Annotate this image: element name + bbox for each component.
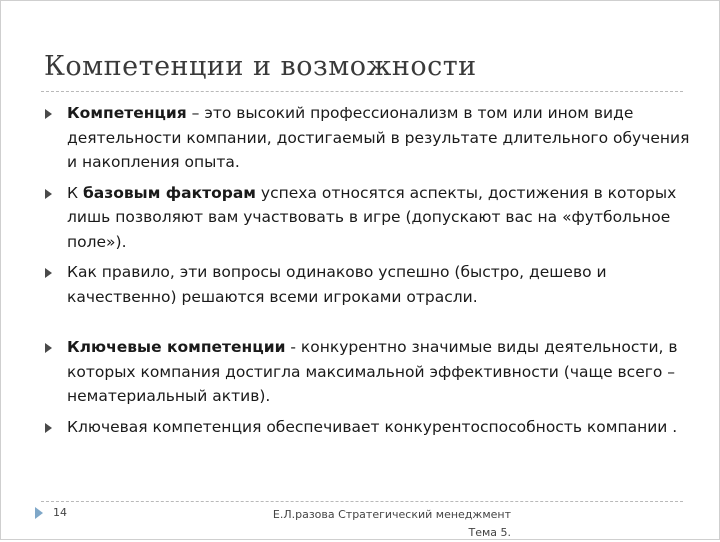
bullet-text: - конкурентно значимые виды деятельности, в которых компания достигла максимальной эффективности (чаще всего – нематериальный актив).: [67, 338, 678, 405]
bullet-text: успеха относятся аспекты, достижения в которых лишь позволяют вам участвовать в игре (допускают вас на «футбольное поле»).: [67, 183, 677, 251]
bullet-text: – это высокий профессионализм в том или ином виде деятельности компании, достигаемый в результате длительного обучения и накопления опыта.: [67, 104, 690, 171]
footer-line-1: Е.Л.разова Стратегический менеджмент: [272, 508, 511, 521]
bullet-text: Ключевая компетенция обеспечивает конкурентоспособность компании .: [67, 417, 678, 436]
slide-title: Компетенции и возможности: [44, 51, 477, 82]
bullet-item: [45, 181, 695, 255]
bullet-term: Ключевые компетенции: [67, 338, 286, 356]
bullet-text: Как правило, эти вопросы одинаково успешно (быстро, дешево и качественно) решаются всеми игроками отрасли.: [67, 263, 607, 306]
bullet-item: [45, 101, 695, 175]
triangle-bullet-icon: [45, 423, 52, 433]
footer-caption: [251, 506, 511, 542]
bullet-term: Компетенция: [67, 104, 187, 122]
footer-divider: [41, 501, 683, 502]
bullet-item: [45, 335, 695, 409]
bullet-item: [45, 415, 695, 440]
bullet-term: базовым факторам: [82, 183, 256, 202]
footer-triangle-icon: [35, 507, 43, 519]
triangle-bullet-icon: [45, 343, 52, 353]
bullet-list: [45, 101, 695, 445]
footer-line-2: Тема 5.: [468, 526, 511, 539]
triangle-bullet-icon: [45, 109, 52, 119]
triangle-bullet-icon: [45, 189, 52, 199]
title-divider: [41, 91, 683, 92]
bullet-item: [45, 260, 695, 309]
triangle-bullet-icon: [45, 268, 52, 278]
bullet-prefix: К: [67, 183, 83, 202]
page-number: 14: [53, 506, 67, 519]
